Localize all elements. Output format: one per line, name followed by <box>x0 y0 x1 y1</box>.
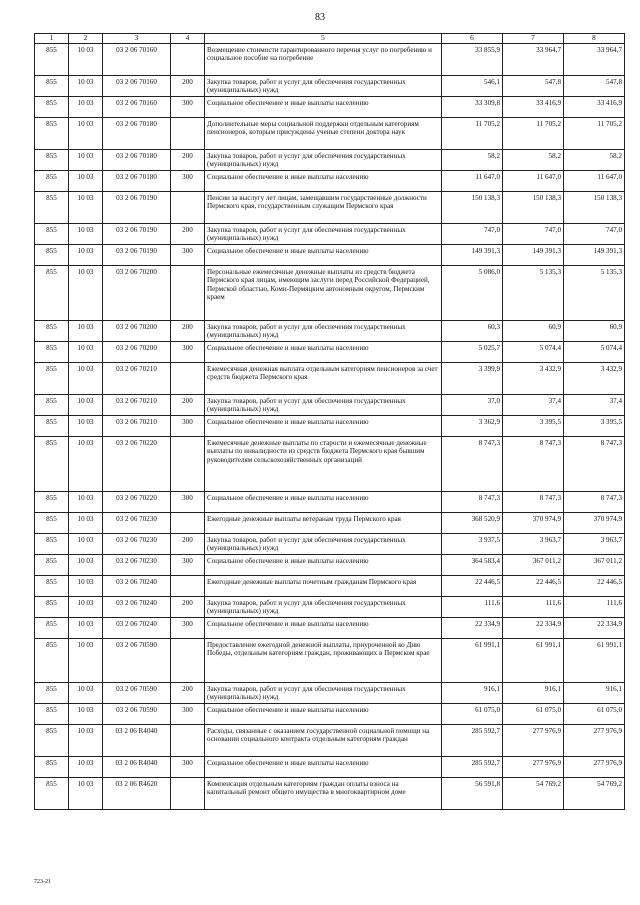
section-code-cell: 10 03 <box>69 724 103 756</box>
amount-col7-cell: 747,0 <box>503 223 564 244</box>
section-code-cell: 10 03 <box>69 149 103 170</box>
item-name-cell: Социальное обеспечение и иные выплаты населению <box>205 617 442 638</box>
ministry-code-cell: 855 <box>35 682 69 703</box>
section-code-cell: 10 03 <box>69 362 103 394</box>
amount-col6-cell: 60,3 <box>442 320 503 341</box>
amount-col7-cell: 5 135,3 <box>503 265 564 320</box>
column-header: 1 <box>35 34 69 44</box>
table-row <box>35 682 625 703</box>
amount-col8-cell: 3 432,9 <box>564 362 625 394</box>
section-code-cell: 10 03 <box>69 533 103 554</box>
column-header: 2 <box>69 34 103 44</box>
expense-type-cell: 200 <box>171 223 205 244</box>
amount-col6-cell: 149 391,3 <box>442 244 503 265</box>
amount-col7-cell: 61 075,0 <box>503 703 564 724</box>
section-code-cell: 10 03 <box>69 554 103 575</box>
expense-type-cell <box>171 362 205 394</box>
section-code-cell: 10 03 <box>69 341 103 362</box>
expense-type-cell <box>171 724 205 756</box>
target-article-cell: 03 2 06 70160 <box>103 43 171 75</box>
table-row <box>35 554 625 575</box>
amount-col7-cell: 22 446,5 <box>503 575 564 596</box>
item-name-cell: Дополнительные меры социальной поддержки отдельным категориям пенсионеров, которым присуждены ученые степени доктора наук <box>205 117 442 149</box>
ministry-code-cell: 855 <box>35 533 69 554</box>
table-row <box>35 223 625 244</box>
amount-col6-cell: 11 705,2 <box>442 117 503 149</box>
target-article-cell: 03 2 06 70230 <box>103 533 171 554</box>
amount-col7-cell: 149 391,3 <box>503 244 564 265</box>
page-number: 83 <box>315 12 325 23</box>
expense-type-cell <box>171 191 205 223</box>
ministry-code-cell: 855 <box>35 362 69 394</box>
section-code-cell: 10 03 <box>69 703 103 724</box>
table-row <box>35 320 625 341</box>
item-name-cell: Социальное обеспечение и иные выплаты населению <box>205 703 442 724</box>
ministry-code-cell: 855 <box>35 394 69 415</box>
table-row <box>35 117 625 149</box>
amount-col6-cell: 5 025,7 <box>442 341 503 362</box>
table-row <box>35 617 625 638</box>
expense-type-cell: 200 <box>171 394 205 415</box>
ministry-code-cell: 855 <box>35 117 69 149</box>
item-name-cell: Закупка товаров, работ и услуг для обеспечения государственных (муниципальных) нужд <box>205 149 442 170</box>
ministry-code-cell: 855 <box>35 341 69 362</box>
ministry-code-cell: 855 <box>35 75 69 96</box>
ministry-code-cell: 855 <box>35 223 69 244</box>
ministry-code-cell: 855 <box>35 638 69 682</box>
target-article-cell: 03 2 06 70220 <box>103 491 171 512</box>
table-row <box>35 638 625 682</box>
amount-col6-cell: 368 520,9 <box>442 512 503 533</box>
column-header: 3 <box>103 34 171 44</box>
amount-col6-cell: 33 309,8 <box>442 96 503 117</box>
table-row <box>35 436 625 491</box>
expense-type-cell <box>171 512 205 533</box>
section-code-cell: 10 03 <box>69 191 103 223</box>
amount-col6-cell: 22 334,9 <box>442 617 503 638</box>
item-name-cell: Закупка товаров, работ и услуг для обеспечения государственных (муниципальных) нужд <box>205 394 442 415</box>
table-row <box>35 724 625 756</box>
column-header: 7 <box>503 34 564 44</box>
table-row <box>35 703 625 724</box>
expense-type-cell: 200 <box>171 75 205 96</box>
item-name-cell: Социальное обеспечение и иные выплаты населению <box>205 554 442 575</box>
item-name-cell: Пенсии за выслугу лет лицам, замещавшим государственные должности Пермского края, государственным служащим Пермского края <box>205 191 442 223</box>
item-name-cell: Социальное обеспечение и иные выплаты населению <box>205 415 442 436</box>
amount-col7-cell: 22 334,9 <box>503 617 564 638</box>
ministry-code-cell: 855 <box>35 777 69 809</box>
table-row <box>35 341 625 362</box>
target-article-cell: 03 2 06 70590 <box>103 638 171 682</box>
expense-type-cell: 300 <box>171 554 205 575</box>
target-article-cell: 03 2 06 70230 <box>103 512 171 533</box>
target-article-cell: 03 2 06 70240 <box>103 617 171 638</box>
table-row <box>35 533 625 554</box>
table-row <box>35 575 625 596</box>
item-name-cell: Ежегодные денежные выплаты почетным гражданам Пермского края <box>205 575 442 596</box>
column-header-row <box>35 34 625 44</box>
ministry-code-cell: 855 <box>35 43 69 75</box>
amount-col6-cell: 5 086,0 <box>442 265 503 320</box>
ministry-code-cell: 855 <box>35 575 69 596</box>
target-article-cell: 03 2 06 70190 <box>103 223 171 244</box>
ministry-code-cell: 855 <box>35 96 69 117</box>
amount-col6-cell: 285 592,7 <box>442 724 503 756</box>
item-name-cell: Ежемесячные денежные выплаты по старости и ежемесячные денежные выплаты по инвалидности из средств бюджета Пермского края бывшим руководителям сельскохозяйственных организаций <box>205 436 442 491</box>
expense-type-cell <box>171 436 205 491</box>
ministry-code-cell: 855 <box>35 617 69 638</box>
section-code-cell: 10 03 <box>69 223 103 244</box>
section-code-cell: 10 03 <box>69 43 103 75</box>
item-name-cell: Ежемесячная денежная выплата отдельным категориям пенсионеров за счет средств бюджета Пермского края <box>205 362 442 394</box>
amount-col6-cell: 3 399,9 <box>442 362 503 394</box>
amount-col8-cell: 149 391,3 <box>564 244 625 265</box>
amount-col8-cell: 3 395,5 <box>564 415 625 436</box>
amount-col7-cell: 33 416,9 <box>503 96 564 117</box>
amount-col7-cell: 8 747,3 <box>503 436 564 491</box>
table-row <box>35 96 625 117</box>
amount-col7-cell: 37,4 <box>503 394 564 415</box>
target-article-cell: 03 2 06 70200 <box>103 320 171 341</box>
table-row <box>35 149 625 170</box>
section-code-cell: 10 03 <box>69 96 103 117</box>
section-code-cell: 10 03 <box>69 117 103 149</box>
ministry-code-cell: 855 <box>35 436 69 491</box>
target-article-cell: 03 2 06 70200 <box>103 341 171 362</box>
item-name-cell: Компенсация отдельным категориям граждан оплаты взноса на капитальный ремонт общего имущества в многоквартирном доме <box>205 777 442 809</box>
item-name-cell: Социальное обеспечение и иные выплаты населению <box>205 96 442 117</box>
amount-col8-cell: 22 446,5 <box>564 575 625 596</box>
target-article-cell: 03 2 06 70240 <box>103 596 171 617</box>
amount-col6-cell: 285 592,7 <box>442 756 503 777</box>
amount-col6-cell: 364 583,4 <box>442 554 503 575</box>
amount-col6-cell: 3 362,9 <box>442 415 503 436</box>
target-article-cell: 03 2 06 R4040 <box>103 724 171 756</box>
amount-col7-cell: 54 769,2 <box>503 777 564 809</box>
amount-col6-cell: 111,6 <box>442 596 503 617</box>
amount-col6-cell: 916,1 <box>442 682 503 703</box>
amount-col8-cell: 11 647,0 <box>564 170 625 191</box>
expense-type-cell: 200 <box>171 149 205 170</box>
item-name-cell: Возмещение стоимости гарантированного перечня услуг по погребению и социальное пособие на погребение <box>205 43 442 75</box>
amount-col6-cell: 747,0 <box>442 223 503 244</box>
section-code-cell: 10 03 <box>69 638 103 682</box>
section-code-cell: 10 03 <box>69 491 103 512</box>
column-header: 6 <box>442 34 503 44</box>
amount-col7-cell: 277 976,9 <box>503 756 564 777</box>
table-row <box>35 362 625 394</box>
amount-col8-cell: 3 963,7 <box>564 533 625 554</box>
section-code-cell: 10 03 <box>69 75 103 96</box>
table-row <box>35 491 625 512</box>
expense-type-cell <box>171 117 205 149</box>
ministry-code-cell: 855 <box>35 596 69 617</box>
amount-col8-cell: 37,4 <box>564 394 625 415</box>
expense-type-cell <box>171 638 205 682</box>
expense-type-cell <box>171 43 205 75</box>
amount-col6-cell: 22 446,5 <box>442 575 503 596</box>
amount-col7-cell: 5 074,4 <box>503 341 564 362</box>
amount-col8-cell: 916,1 <box>564 682 625 703</box>
amount-col8-cell: 547,8 <box>564 75 625 96</box>
section-code-cell: 10 03 <box>69 575 103 596</box>
amount-col8-cell: 61 075,0 <box>564 703 625 724</box>
expense-type-cell <box>171 575 205 596</box>
section-code-cell: 10 03 <box>69 617 103 638</box>
amount-col6-cell: 150 138,3 <box>442 191 503 223</box>
item-name-cell: Закупка товаров, работ и услуг для обеспечения государственных (муниципальных) нужд <box>205 75 442 96</box>
amount-col8-cell: 277 976,9 <box>564 756 625 777</box>
ministry-code-cell: 855 <box>35 244 69 265</box>
section-code-cell: 10 03 <box>69 170 103 191</box>
column-header: 8 <box>564 34 625 44</box>
target-article-cell: 03 2 06 70180 <box>103 170 171 191</box>
amount-col6-cell: 8 747,3 <box>442 436 503 491</box>
amount-col8-cell: 150 138,3 <box>564 191 625 223</box>
amount-col7-cell: 11 705,2 <box>503 117 564 149</box>
expense-type-cell: 300 <box>171 415 205 436</box>
amount-col6-cell: 56 591,8 <box>442 777 503 809</box>
item-name-cell: Ежегодные денежные выплаты ветеранам труда Пермского края <box>205 512 442 533</box>
expense-type-cell: 300 <box>171 96 205 117</box>
target-article-cell: 03 2 06 70190 <box>103 244 171 265</box>
table-row <box>35 191 625 223</box>
amount-col7-cell: 8 747,3 <box>503 491 564 512</box>
section-code-cell: 10 03 <box>69 265 103 320</box>
item-name-cell: Социальное обеспечение и иные выплаты населению <box>205 491 442 512</box>
ministry-code-cell: 855 <box>35 491 69 512</box>
expense-type-cell: 200 <box>171 320 205 341</box>
table-row <box>35 244 625 265</box>
expense-type-cell: 300 <box>171 617 205 638</box>
expense-type-cell: 300 <box>171 244 205 265</box>
target-article-cell: 03 2 06 70220 <box>103 436 171 491</box>
amount-col6-cell: 546,1 <box>442 75 503 96</box>
amount-col7-cell: 367 011,2 <box>503 554 564 575</box>
expense-type-cell: 300 <box>171 703 205 724</box>
section-code-cell: 10 03 <box>69 436 103 491</box>
table-row <box>35 596 625 617</box>
target-article-cell: 03 2 06 70190 <box>103 191 171 223</box>
ministry-code-cell: 855 <box>35 554 69 575</box>
amount-col7-cell: 33 964,7 <box>503 43 564 75</box>
item-name-cell: Закупка товаров, работ и услуг для обеспечения государственных (муниципальных) нужд <box>205 533 442 554</box>
target-article-cell: 03 2 06 70210 <box>103 394 171 415</box>
column-header: 4 <box>171 34 205 44</box>
ministry-code-cell: 855 <box>35 512 69 533</box>
table-row <box>35 512 625 533</box>
amount-col6-cell: 3 937,5 <box>442 533 503 554</box>
footer-code: 723-21 <box>34 879 51 885</box>
section-code-cell: 10 03 <box>69 777 103 809</box>
amount-col6-cell: 61 991,1 <box>442 638 503 682</box>
target-article-cell: 03 2 06 70210 <box>103 415 171 436</box>
section-code-cell: 10 03 <box>69 682 103 703</box>
target-article-cell: 03 2 06 R4040 <box>103 756 171 777</box>
ministry-code-cell: 855 <box>35 724 69 756</box>
budget-table <box>34 33 625 810</box>
amount-col7-cell: 60,9 <box>503 320 564 341</box>
table-row <box>35 170 625 191</box>
amount-col8-cell: 277 976,9 <box>564 724 625 756</box>
target-article-cell: 03 2 06 R4620 <box>103 777 171 809</box>
table-row <box>35 394 625 415</box>
target-article-cell: 03 2 06 70590 <box>103 682 171 703</box>
target-article-cell: 03 2 06 70240 <box>103 575 171 596</box>
expense-type-cell: 200 <box>171 596 205 617</box>
amount-col7-cell: 61 991,1 <box>503 638 564 682</box>
table-row <box>35 75 625 96</box>
target-article-cell: 03 2 06 70230 <box>103 554 171 575</box>
ministry-code-cell: 855 <box>35 265 69 320</box>
amount-col8-cell: 8 747,3 <box>564 436 625 491</box>
item-name-cell: Предоставление ежегодной денежной выплаты, приуроченной ко Дню Победы, отдельным категориям граждан, проживающих в Пермском крае <box>205 638 442 682</box>
amount-col8-cell: 367 011,2 <box>564 554 625 575</box>
target-article-cell: 03 2 06 70180 <box>103 117 171 149</box>
item-name-cell: Социальное обеспечение и иные выплаты населению <box>205 756 442 777</box>
amount-col7-cell: 111,6 <box>503 596 564 617</box>
amount-col8-cell: 5 135,3 <box>564 265 625 320</box>
item-name-cell: Персональные ежемесячные денежные выплаты из средств бюджета Пермского края лицам, имеющим заслуги перед Российской Федерацией, Пермской областью, Коми-Пермяцким автономным округом, Пермским краем <box>205 265 442 320</box>
amount-col8-cell: 60,9 <box>564 320 625 341</box>
amount-col7-cell: 150 138,3 <box>503 191 564 223</box>
table-row <box>35 777 625 809</box>
section-code-cell: 10 03 <box>69 596 103 617</box>
amount-col6-cell: 58,2 <box>442 149 503 170</box>
amount-col6-cell: 37,0 <box>442 394 503 415</box>
target-article-cell: 03 2 06 70210 <box>103 362 171 394</box>
section-code-cell: 10 03 <box>69 756 103 777</box>
amount-col7-cell: 3 963,7 <box>503 533 564 554</box>
ministry-code-cell: 855 <box>35 756 69 777</box>
amount-col8-cell: 33 964,7 <box>564 43 625 75</box>
target-article-cell: 03 2 06 70160 <box>103 75 171 96</box>
ministry-code-cell: 855 <box>35 191 69 223</box>
amount-col8-cell: 33 416,9 <box>564 96 625 117</box>
amount-col6-cell: 61 075,0 <box>442 703 503 724</box>
ministry-code-cell: 855 <box>35 170 69 191</box>
table-row <box>35 756 625 777</box>
amount-col6-cell: 33 855,9 <box>442 43 503 75</box>
ministry-code-cell: 855 <box>35 320 69 341</box>
item-name-cell: Закупка товаров, работ и услуг для обеспечения государственных (муниципальных) нужд <box>205 223 442 244</box>
column-header: 5 <box>205 34 442 44</box>
amount-col8-cell: 11 705,2 <box>564 117 625 149</box>
section-code-cell: 10 03 <box>69 415 103 436</box>
ministry-code-cell: 855 <box>35 703 69 724</box>
amount-col8-cell: 8 747,3 <box>564 491 625 512</box>
amount-col7-cell: 916,1 <box>503 682 564 703</box>
item-name-cell: Социальное обеспечение и иные выплаты населению <box>205 341 442 362</box>
amount-col8-cell: 747,0 <box>564 223 625 244</box>
amount-col7-cell: 277 976,9 <box>503 724 564 756</box>
item-name-cell: Социальное обеспечение и иные выплаты населению <box>205 244 442 265</box>
expense-type-cell: 200 <box>171 533 205 554</box>
amount-col8-cell: 22 334,9 <box>564 617 625 638</box>
section-code-cell: 10 03 <box>69 512 103 533</box>
section-code-cell: 10 03 <box>69 244 103 265</box>
target-article-cell: 03 2 06 70200 <box>103 265 171 320</box>
amount-col7-cell: 3 395,5 <box>503 415 564 436</box>
expense-type-cell: 300 <box>171 756 205 777</box>
item-name-cell: Закупка товаров, работ и услуг для обеспечения государственных (муниципальных) нужд <box>205 596 442 617</box>
table-body <box>35 43 625 809</box>
table-row <box>35 265 625 320</box>
expense-type-cell <box>171 265 205 320</box>
table-row <box>35 43 625 75</box>
amount-col7-cell: 3 432,9 <box>503 362 564 394</box>
amount-col8-cell: 58,2 <box>564 149 625 170</box>
amount-col8-cell: 5 074,4 <box>564 341 625 362</box>
amount-col6-cell: 8 747,3 <box>442 491 503 512</box>
target-article-cell: 03 2 06 70180 <box>103 149 171 170</box>
amount-col6-cell: 11 647,0 <box>442 170 503 191</box>
amount-col8-cell: 54 769,2 <box>564 777 625 809</box>
expense-type-cell: 300 <box>171 341 205 362</box>
amount-col7-cell: 370 974,9 <box>503 512 564 533</box>
amount-col8-cell: 111,6 <box>564 596 625 617</box>
amount-col7-cell: 58,2 <box>503 149 564 170</box>
item-name-cell: Закупка товаров, работ и услуг для обеспечения государственных (муниципальных) нужд <box>205 682 442 703</box>
item-name-cell: Закупка товаров, работ и услуг для обеспечения государственных (муниципальных) нужд <box>205 320 442 341</box>
section-code-cell: 10 03 <box>69 320 103 341</box>
item-name-cell: Расходы, связанные с оказанием государственной социальной помощи на основании социального контракта отдельным категориям граждан <box>205 724 442 756</box>
section-code-cell: 10 03 <box>69 394 103 415</box>
amount-col7-cell: 547,8 <box>503 75 564 96</box>
table-row <box>35 415 625 436</box>
amount-col7-cell: 11 647,0 <box>503 170 564 191</box>
item-name-cell: Социальное обеспечение и иные выплаты населению <box>205 170 442 191</box>
expense-type-cell <box>171 777 205 809</box>
amount-col8-cell: 370 974,9 <box>564 512 625 533</box>
ministry-code-cell: 855 <box>35 149 69 170</box>
amount-col8-cell: 61 991,1 <box>564 638 625 682</box>
ministry-code-cell: 855 <box>35 415 69 436</box>
expense-type-cell: 200 <box>171 682 205 703</box>
expense-type-cell: 300 <box>171 491 205 512</box>
target-article-cell: 03 2 06 70590 <box>103 703 171 724</box>
target-article-cell: 03 2 06 70160 <box>103 96 171 117</box>
expense-type-cell: 300 <box>171 170 205 191</box>
